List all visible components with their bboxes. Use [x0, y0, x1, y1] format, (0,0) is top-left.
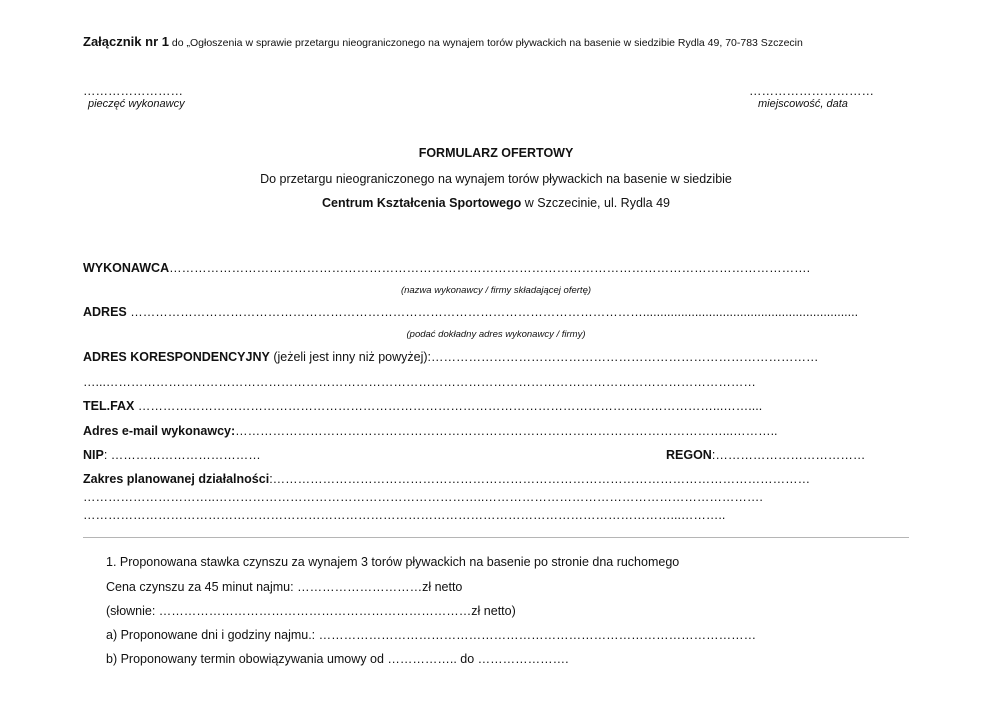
offer-item-1: 1. Proponowana stawka czynszu za wynajem 3 torów pływackich na basenie po stronie dna ruchomego [106, 555, 680, 569]
attachment-description: do „Ogłoszenia w sprawie przetargu nieograniczonego na wynajem torów pływackich na basenie w siedzibie Rydla 49, 70-783 Szczecin [168, 37, 803, 49]
address-field [83, 305, 858, 319]
attachment-number: Załącznik nr 1 [83, 34, 169, 49]
scope-line-3: ……………………………………………………………………………………………………………………………...……….. [83, 508, 726, 522]
correspondence-address-field [83, 350, 819, 364]
telfax-dots: …………………………………………………………………………………………………………………………...…….... [134, 399, 763, 413]
form-subtitle-institution: Centrum Kształcenia Sportowego w Szczecinie, ul. Rydla 49 [321, 196, 671, 210]
address-hint: (podać dokładny adres wykonawcy / firmy) [406, 329, 586, 340]
contractor-hint: (nazwa wykonawcy / firmy składającej ofertę) [400, 285, 592, 296]
scope-dots: :………………………………………………………………………………………………………………… [269, 472, 811, 486]
contractor-field [83, 261, 810, 275]
nip-dots: : ……………………………… [103, 448, 261, 462]
telfax-label: TEL.FAX [83, 399, 135, 413]
email-label: Adres e-mail wykonawcy: [83, 424, 236, 438]
stamp-dots: …………………… [83, 84, 183, 98]
offer-price: Cena czynszu za 45 minut najmu: …………………………zł netto [106, 580, 463, 594]
form-subtitle: Do przetargu nieograniczonego na wynajem torów pływackich na basenie w siedzibie [260, 172, 732, 186]
correspondence-dots: (jeżeli jest inny niż powyżej):………………………………………………………………………………… [269, 350, 819, 364]
offer-days-hours: a) Proponowane dni i godziny najmu.: …………………………………………………………………………………………… [106, 628, 757, 642]
regon-field [666, 448, 865, 462]
nip-label: NIP [83, 448, 104, 462]
section-divider [83, 537, 909, 538]
place-date-dots: ………………………… [749, 84, 874, 98]
address-label: ADRES [83, 305, 127, 319]
email-field [83, 424, 778, 438]
stamp-label: pieczęć wykonawcy [88, 98, 185, 110]
scope-label: Zakres planowanej działalności [83, 472, 270, 486]
form-title: FORMULARZ OFERTOWY [418, 146, 574, 160]
nip-field [83, 448, 261, 462]
offer-term: b) Proponowany termin obowiązywania umowy od …………….. do …………………. [106, 652, 569, 666]
telfax-field [83, 399, 762, 413]
regon-label: REGON [666, 448, 712, 462]
contractor-dots: ………………………………………………………………………………………………………………………………………. [169, 261, 811, 275]
scope-field [83, 472, 810, 486]
address-dots: …………………………………………………………………………………………………………….............................................................. [126, 305, 859, 319]
correspondence-label: ADRES KORESPONDENCYJNY [83, 350, 270, 364]
regon-dots: :……………………………… [711, 448, 866, 462]
offer-price-words: (słownie: …………………………………………………………………zł netto) [106, 604, 516, 618]
attachment-header [83, 34, 803, 49]
place-date-label: miejscowość, data [758, 98, 848, 110]
contractor-label: WYKONAWCA [83, 261, 170, 275]
email-dots: ………………………………………………………………………………………………………...……….. [235, 424, 778, 438]
scope-line-2: …………………………..………………………………………………………..…………………………………………………………. [83, 490, 763, 504]
correspondence-line-2: …...………………………………………………………………………………………………………………………………………… [83, 375, 756, 389]
